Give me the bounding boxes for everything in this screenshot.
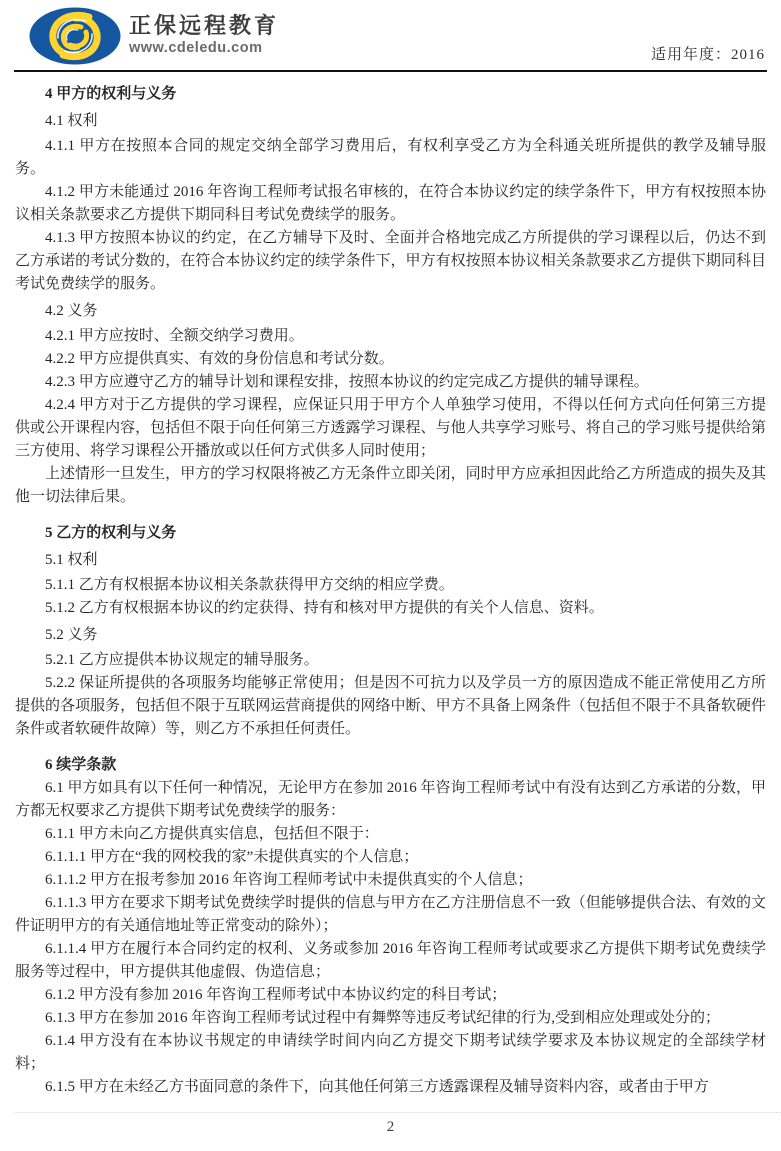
applicable-year-label: 适用年度：2016: [650, 47, 765, 63]
paragraph: 6.1.1 甲方未向乙方提供真实信息，包括但不限于：: [45, 826, 379, 842]
paragraph: 5.1.2 乙方有权根据本协议的约定获得、持有和核对甲方提供的有关个人信息、资料。: [45, 600, 604, 616]
section-heading: 5 乙方的权利与义务: [45, 525, 177, 541]
paragraph: 4.1.2 甲方未能通过 2016 年咨询工程师考试报名审核的，在符合本协议约定的续学条件下，甲方有权按照本协议相关条款要求乙方提供下期同科目考试免费续学的服务。: [15, 184, 766, 223]
paragraph: 6.1.1.2 甲方在报考参加 2016 年咨询工程师考试中未提供真实的个人信息；: [45, 872, 533, 888]
paragraph: 5.1.1 乙方有权根据本协议相关条款获得甲方交纳的相应学费。: [45, 577, 454, 593]
footer-divider: [14, 1112, 781, 1113]
paragraph: 4.1.3 甲方按照本协议的约定，在乙方辅导下及时、全面并合格地完成乙方所提供的学习课程以后，仍达不到乙方承诺的考试分数的，在符合本协议约定的续学条件下，甲方有权按照本协议相关条款要求乙方提供下期同科目考试免费续学的服务。: [15, 230, 766, 292]
paragraph: 6.1.1.4 甲方在履行本合同约定的权利、义务或参加 2016 年咨询工程师考试或要求乙方提供下期考试免费续学服务等过程中，甲方提供其他虚假、伪造信息；: [15, 941, 766, 980]
section-heading: 4 甲方的权利与义务: [45, 86, 177, 102]
paragraph: 6.1.2 甲方没有参加 2016 年咨询工程师考试中本协议约定的科目考试；: [45, 987, 507, 1003]
section-heading: 6 续学条款: [45, 757, 117, 773]
paragraph: 4.2.3 甲方应遵守乙方的辅导计划和课程安排，按照本协议的约定完成乙方提供的辅导课程。: [45, 374, 649, 390]
paragraph: 上述情形一旦发生，甲方的学习权限将被乙方无条件立即关闭，同时甲方应承担因此给乙方所造成的损失及其他一切法律后果。: [15, 466, 766, 505]
sub-heading: 4.2 义务: [45, 303, 98, 319]
paragraph: 6.1.3 甲方在参加 2016 年咨询工程师考试过程中有舞弊等违反考试纪律的行为,受到相应处理或处分的；: [45, 1010, 721, 1026]
sub-heading: 5.2 义务: [45, 627, 98, 643]
paragraph: 5.2.2 保证所提供的各项服务均能够正常使用；但是因不可抗力以及学员一方的原因造成不能正常使用乙方所提供的各项服务，包括但不限于互联网运营商提供的网络中断、甲方不具备上网条件（包括但不限于不具备软硬件条件或者软硬件故障）等，则乙方不承担任何责任。: [15, 675, 766, 737]
brand-name: 正保远程教育: [129, 13, 280, 38]
paragraph: 4.1.1 甲方在按照本合同的规定交纳全部学习费用后，有权利享受乙方为全科通关班所提供的教学及辅导服务。: [15, 138, 766, 177]
paragraph: 4.2.4 甲方对于乙方提供的学习课程，应保证只用于甲方个人单独学习使用，不得以任何方式向任何第三方提供或公开课程内容，包括但不限于向任何第三方透露学习课程、与他人共享学习账号、将自己的学习账号提供给第三方使用、将学习课程公开播放或以任何方式供多人同时使用；: [15, 397, 766, 459]
brand-text-block: [129, 13, 279, 57]
document-body: [15, 78, 766, 1099]
brand-logo-icon: [29, 7, 121, 65]
paragraph: 4.2.2 甲方应提供真实、有效的身份信息和考试分数。: [45, 351, 394, 367]
page-number: 2: [386, 1119, 395, 1135]
paragraph: 4.2.1 甲方应按时、全额交纳学习费用。: [45, 328, 304, 344]
page-header: [0, 0, 781, 70]
brand-url: www.cdeledu.com: [129, 40, 263, 57]
sub-heading: 4.1 权利: [45, 113, 98, 129]
paragraph: 6.1 甲方如具有以下任何一种情况，无论甲方在参加 2016 年咨询工程师考试中有没有达到乙方承诺的分数，甲方都无权要求乙方提供下期考试免费续学的服务：: [15, 780, 766, 819]
sub-heading: 5.1 权利: [45, 552, 98, 568]
header-divider: [14, 70, 767, 72]
paragraph: 6.1.5 甲方在未经乙方书面同意的条件下，向其他任何第三方透露课程及辅导资料内容，或者由于甲方: [45, 1079, 709, 1095]
paragraph: 6.1.1.1 甲方在“我的网校我的家”未提供真实的个人信息；: [45, 849, 419, 865]
paragraph: 6.1.1.3 甲方在要求下期考试免费续学时提供的信息与甲方在乙方注册信息不一致（但能够提供合法、有效的文件证明甲方的有关通信地址等正常变动的除外）；: [15, 895, 766, 934]
paragraph: 6.1.4 甲方没有在本协议书规定的申请续学时间内向乙方提交下期考试续学要求及本协议规定的全部续学材料；: [15, 1033, 766, 1072]
paragraph: 5.2.1 乙方应提供本协议规定的辅导服务。: [45, 652, 319, 668]
